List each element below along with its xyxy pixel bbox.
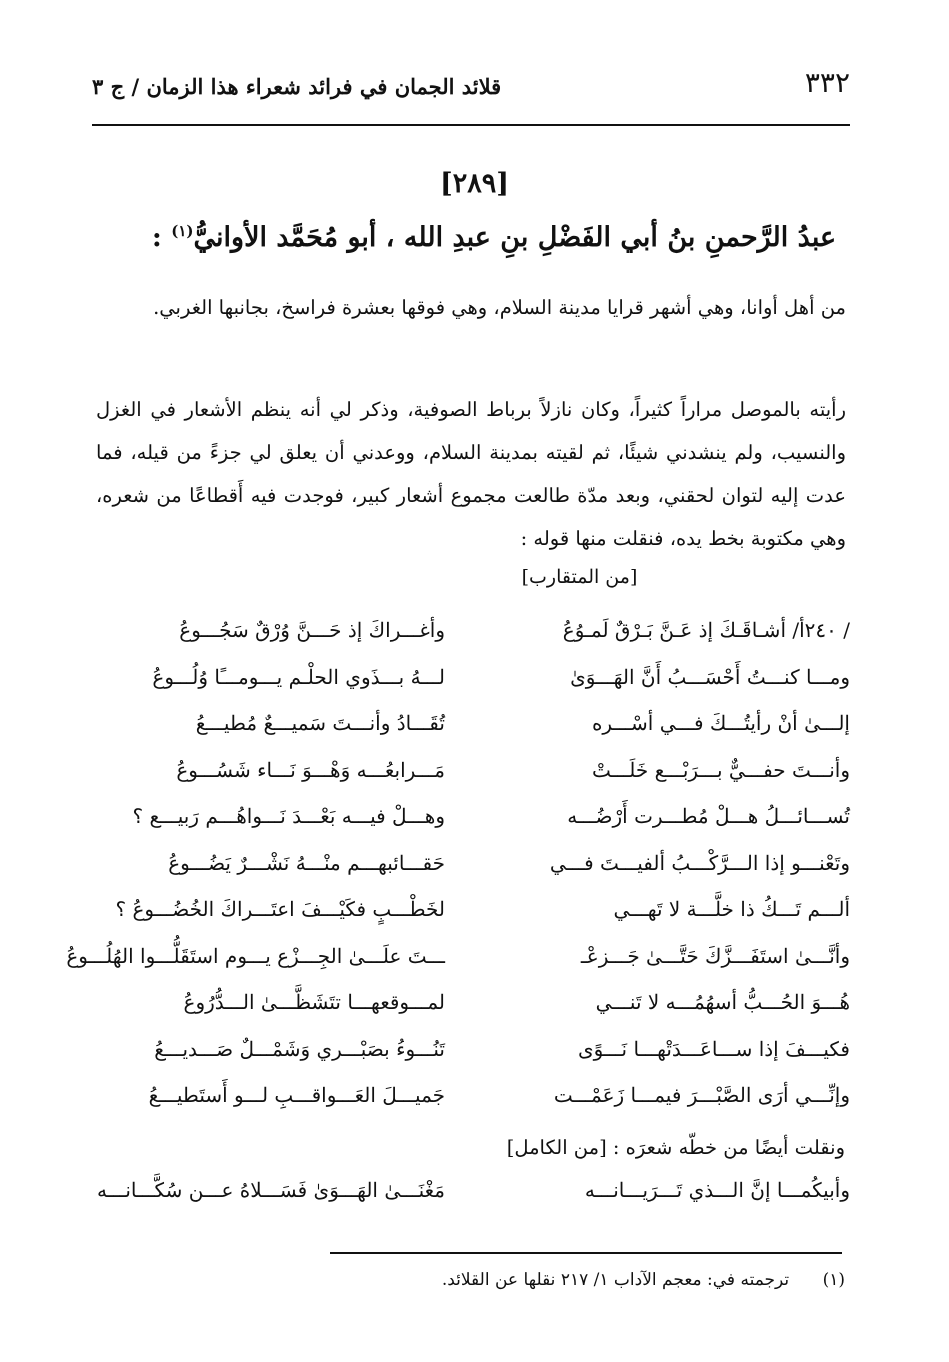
- verse-line: [90, 703, 850, 750]
- footnote-marker: (١): [822, 1270, 845, 1290]
- entry-title-colon: :: [151, 222, 162, 253]
- verse-second-hemistich: لخَطْـــبٍ فكَيْـــفَ اعتَـــراكَ الخُضُـــوعُ ؟: [115, 897, 445, 921]
- entry-number: [٢٨٩]: [439, 168, 510, 199]
- verse-line: [90, 843, 850, 890]
- verse-line: [90, 1075, 850, 1122]
- verse-first-hemistich: ألـــم تَـــكُ ذا خلَّـــة لا تَهـــي: [613, 897, 850, 921]
- verse-second-hemistich: جَميـــلَ العَـــواقـــبِ لـــو أَستَطيـــعُ: [148, 1083, 445, 1107]
- verse-line: [90, 1029, 850, 1076]
- running-title: قلائد الجمان في فرائد شعراء هذا الزمان / ج ٣: [92, 74, 502, 99]
- verse-second-hemistich: حَقـــائبهـــم منْـــهُ نَشْـــرٌ يَضُـــوعُ: [168, 850, 445, 875]
- verse-first-hemistich: هُـــوَ الحُـــبُّ أسهُمُـــه لا تَنـــي: [595, 990, 850, 1014]
- footnote-reference: (١): [171, 222, 194, 240]
- meter-label: [من المتقارب]: [521, 566, 638, 588]
- verse-line: [90, 750, 850, 797]
- verse-second-hemistich: مَـــرابعُـــه وَهْـــوَ نَـــاء شَسُـــوعُ: [176, 757, 445, 782]
- verse-second-hemistich: وهـــلْ فيـــه بَعْـــدَ نَـــواهُـــم رَبيـــع ؟: [132, 804, 445, 828]
- footnote-rule: [330, 1252, 842, 1254]
- verse-first-hemistich: وأبيكُمـــا إنَّ الـــذي تَـــرَيـــانـــه: [584, 1178, 850, 1202]
- verse-second-hemistich: تَنُـــوءُ بصَبْـــري وَشَمْـــلٌ صَـــديـــعُ: [154, 1036, 445, 1061]
- verse-first-hemistich: إلـــىٰ أنْ رأيتُـــكَ فـــي أسْـــره: [591, 711, 850, 735]
- verse-line: [90, 657, 850, 704]
- verse-second-hemistich: ـــتَ علَـــىٰ الجِـــزْع يـــوم استَقَلُّـــوا الهُلُـــوعُ: [66, 943, 445, 968]
- verse-second-hemistich: لمـــوقعهـــا تتَشَظَّـــىٰ الـــدُّرُوعُ: [183, 990, 445, 1014]
- poem-intro-kamil: ونقلت أيضًا من خطّه شعرَه : [من الكامل]: [506, 1136, 845, 1159]
- verse-first-hemistich: وإنِّـــي أرَى الصَّبْـــرَ فيمـــا زَعَمْـــت: [553, 1083, 850, 1107]
- verse-second-hemistich: مَغْنَـــىٰ الهَـــوَىٰ فَسَـــلاهُ عـــن سُكَّـــانـــه: [97, 1178, 445, 1202]
- verse-first-hemistich: وأنَّـــىٰ استَفَـــزَّكَ حَتَّـــىٰ جَـــزعْـ: [580, 943, 850, 968]
- verse-line: [90, 982, 850, 1029]
- verse-second-hemistich: لـــهُ بـــذَوي الحلْـم يـــومـــًا وُلُـــوعُ: [152, 664, 445, 689]
- verse-line: [90, 610, 850, 657]
- footnote-text: ترجمته في: معجم الآداب ١/ ٢١٧ نقلها عن القلائد.: [441, 1270, 790, 1290]
- entry-title-text: عبدُ الرَّحمنِ بنُ أبي الفَضْلِ بنِ عبدِ الله ، أبو مُحَمَّد الأوانيُّ: [193, 222, 837, 253]
- paragraph-origin: من أهل أوانا، وهي أشهر قرايا مدينة السلام، وهي فوقها بعشرة فراسخ، بجانبها الغربي.: [153, 296, 846, 319]
- verse-line: [90, 796, 850, 843]
- verse-second-hemistich: تُقَـــادُ وأنـــتَ سَميـــعٌ مُطيـــعُ: [195, 711, 445, 735]
- page-number: ٣٣٢: [804, 66, 850, 99]
- footnote: [442, 1270, 845, 1290]
- verse-first-hemistich: وتَعْنـــو إذا الـــرَّكْـــبُ ألفيـــتَ فـــي: [549, 850, 850, 875]
- paragraph-biography: رأيته بالموصل مراراً كثيراً، وكان نازلاً برباط الصوفية، وذكر لي أنه ينظم الأشعار في الغزل والنسيب، ولم ينشدني شيئًا، ثم لقيته بمدينة السلام، ووعدني أن يعلق لي جزءً من قيله، فما عدت إليه لتوان لحقني، وبعد مدّة طالعت مجموع أشعار كبير، فوجدت فيه أَقطاعًا من شعره، وهي مكتوبة بخط يده، فنقلت منها قوله :: [96, 398, 846, 550]
- verse-line: [66, 936, 850, 983]
- page-header: [92, 66, 850, 116]
- entry-title: [144, 222, 844, 253]
- verse-line: [90, 889, 850, 936]
- verse-first-hemistich: تُســـائـــلُ هـــلْ مُطـــرت أَرْضُـــه: [567, 804, 850, 828]
- verse-first-hemistich: / ٢٤٠أ/ أشـاقَـكَ إذ عَـنَّ بَـرْقٌ لَمـوُعُ: [562, 618, 850, 642]
- header-rule: [92, 124, 850, 126]
- poem-mutaqarib: [66, 610, 850, 1122]
- verse-first-hemistich: فكيـــفَ إذا ســـاعَـــدَتْهـــا نَـــوًى: [577, 1036, 850, 1061]
- verse-second-hemistich: وأغـــراكَ إذ حَـــنَّ وُرْقٌ سَجُـــوعُ: [179, 618, 445, 642]
- verse-first-hemistich: ومـــا كنـــتُ أَحْسَـــبُ أَنَّ الهَـــوَىٰ: [570, 664, 850, 689]
- verse-line-kamil: [90, 1178, 850, 1224]
- verse-first-hemistich: وأنـــتَ حفـــيٌّ بـــرَبْـــع خَلَـــتْ: [592, 757, 850, 782]
